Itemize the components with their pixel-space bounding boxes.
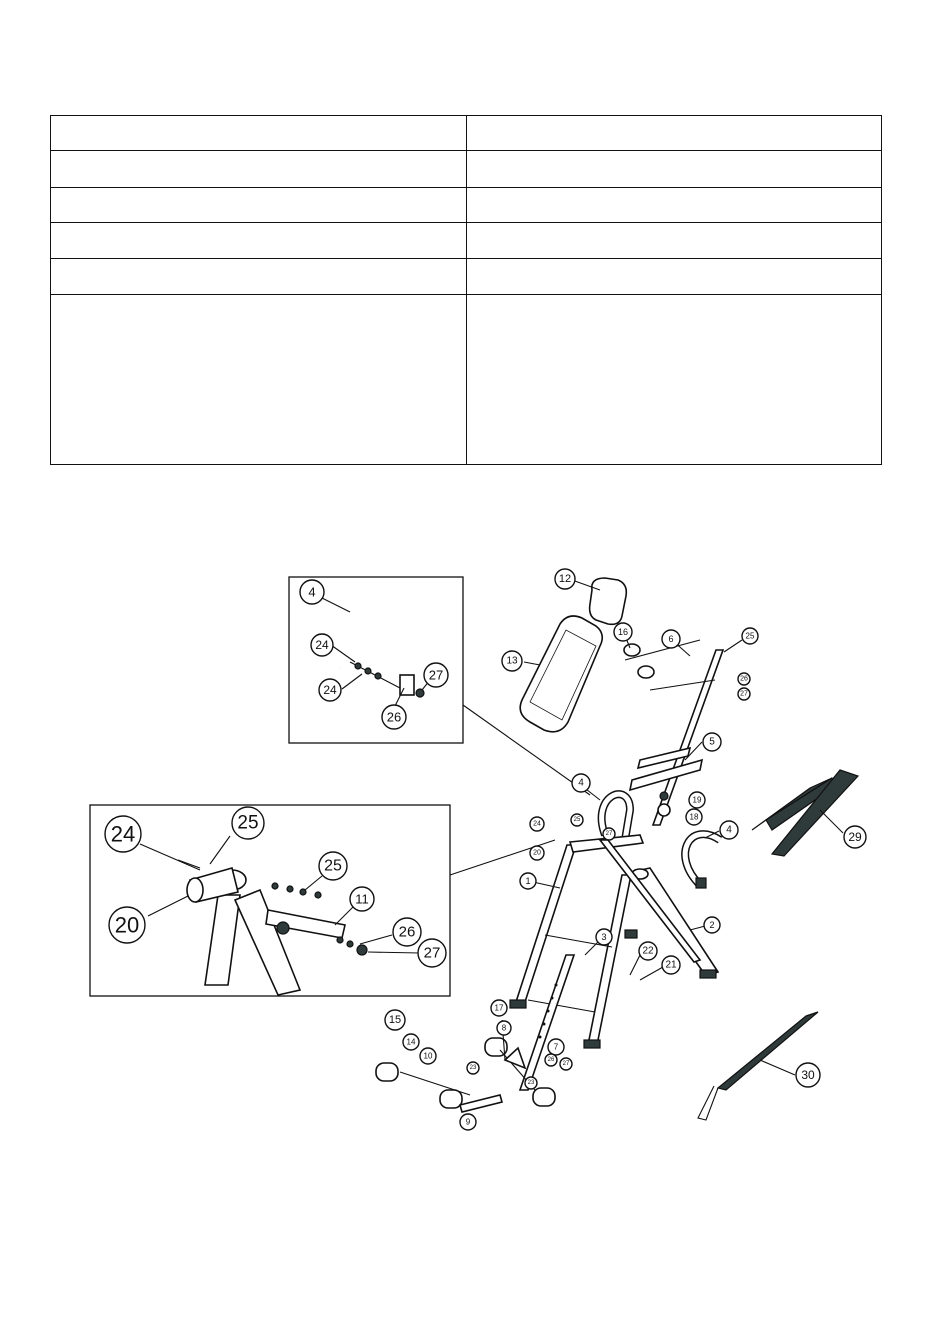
svg-text:25: 25 [573,817,581,823]
callout-2 [704,917,720,933]
svg-text:26: 26 [398,923,416,941]
callout-24 [319,679,341,701]
svg-text:8: 8 [501,1023,507,1033]
svg-text:5: 5 [709,736,715,748]
svg-text:7: 7 [553,1042,559,1052]
callout-11 [350,887,374,911]
callout-3 [596,929,612,945]
svg-text:16: 16 [617,627,629,637]
callout-26 [382,705,406,729]
svg-text:2: 2 [709,920,715,930]
callout-18 [686,809,702,825]
svg-text:11: 11 [355,891,369,907]
callout-7 [548,1039,564,1055]
callout-26 [393,918,421,946]
svg-text:23: 23 [469,1065,477,1071]
svg-text:26: 26 [386,709,402,725]
svg-text:13: 13 [506,655,518,667]
callout-27 [738,688,750,700]
callout-29 [844,826,866,848]
svg-text:9: 9 [465,1117,471,1127]
svg-text:27: 27 [428,667,444,683]
svg-text:24: 24 [533,820,541,828]
callout-19 [689,792,705,808]
svg-text:27: 27 [605,831,613,837]
callout-26 [738,673,750,685]
svg-text:3: 3 [601,932,607,942]
callout-23 [467,1062,479,1074]
callout-14 [403,1034,419,1050]
svg-text:22: 22 [642,945,654,957]
svg-text:25: 25 [237,812,259,834]
svg-text:25: 25 [324,857,342,875]
callout-4 [572,774,590,792]
callout-8 [497,1021,511,1035]
callout-25 [742,628,758,644]
callout-4 [720,821,738,839]
svg-text:20: 20 [114,912,140,938]
svg-text:29: 29 [848,830,862,844]
callout-22 [639,942,657,960]
callout-27 [603,828,615,840]
callout-23 [525,1077,537,1089]
svg-text:12: 12 [558,573,572,585]
svg-text:30: 30 [801,1068,815,1082]
svg-text:25: 25 [745,631,755,641]
svg-text:10: 10 [423,1051,433,1061]
callout-24 [530,817,544,831]
svg-text:27: 27 [562,1061,570,1067]
svg-text:19: 19 [692,795,702,805]
svg-text:20: 20 [533,849,541,857]
callout-13 [502,651,522,671]
callout-24 [311,634,333,656]
svg-text:21: 21 [665,959,677,971]
callout-6 [662,630,680,648]
callout-9 [460,1114,476,1130]
callout-30 [796,1063,820,1087]
svg-text:26: 26 [740,675,748,683]
callout-24 [105,816,141,852]
callout-21 [662,956,680,974]
svg-text:24: 24 [315,638,329,652]
callout-25 [571,814,583,826]
svg-text:23: 23 [527,1080,535,1086]
callout-27 [424,663,448,687]
svg-text:24: 24 [323,683,337,697]
svg-text:4: 4 [726,824,732,836]
callout-25 [319,852,347,880]
svg-text:1: 1 [525,876,531,886]
callout-25 [232,807,264,839]
hinge-detail-inset [90,805,450,996]
callout-15 [385,1010,405,1030]
svg-text:4: 4 [578,777,584,789]
callout-4 [300,580,324,604]
svg-text:4: 4 [308,584,316,600]
svg-text:27: 27 [423,944,441,962]
callout-16 [614,623,632,641]
callout-12 [555,569,575,589]
callout-20 [530,846,544,860]
svg-text:18: 18 [689,812,699,822]
svg-text:14: 14 [406,1037,416,1047]
svg-text:6: 6 [668,634,674,644]
svg-text:27: 27 [740,690,748,698]
svg-text:17: 17 [494,1003,504,1013]
callout-20 [109,907,145,943]
callout-1 [520,873,536,889]
callout-10 [420,1048,436,1064]
callout-26 [545,1054,557,1066]
callout-27 [560,1058,572,1070]
svg-text:26: 26 [547,1057,555,1063]
callout-27 [418,939,446,967]
callout-5 [703,733,721,751]
svg-text:15: 15 [388,1014,402,1026]
callout-17 [491,1000,507,1016]
svg-text:24: 24 [110,821,136,847]
